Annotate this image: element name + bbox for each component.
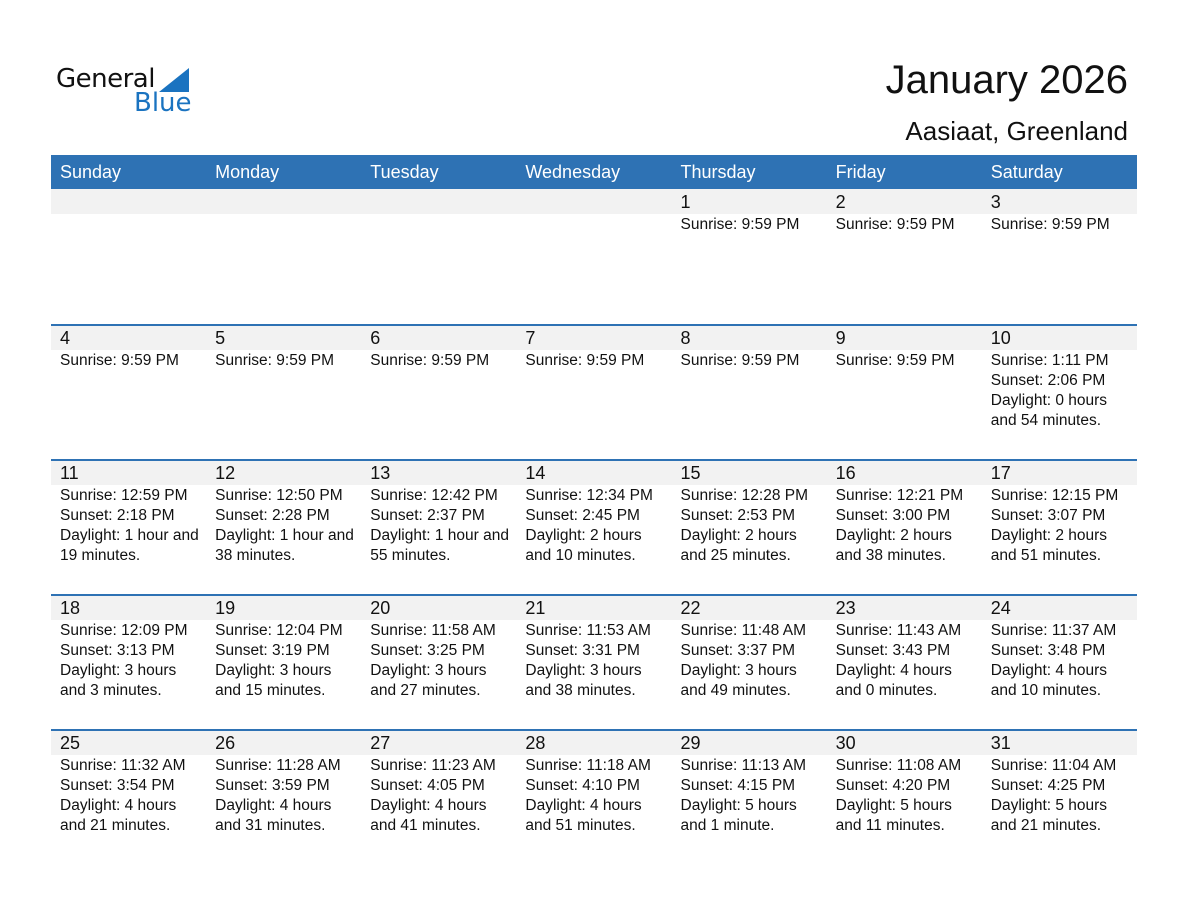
day-number: 21 xyxy=(516,596,671,620)
day-number: 25 xyxy=(51,731,206,755)
day-number: 28 xyxy=(516,731,671,755)
week-row xyxy=(51,594,1137,729)
sun-info-line: Sunset: 3:37 PM xyxy=(680,642,796,659)
weekday-header-wednesday: Wednesday xyxy=(525,162,621,182)
calendar-weeks xyxy=(51,189,1137,864)
sun-info-line: Daylight: 5 hours xyxy=(990,797,1108,814)
day-cell xyxy=(206,326,361,459)
week-row xyxy=(51,729,1137,864)
sun-info-line: Sunrise: 9:59 PM xyxy=(215,352,335,369)
day-cell xyxy=(672,326,827,459)
day-cell xyxy=(982,731,1137,864)
day-cell xyxy=(982,189,1137,324)
weekday-header-thursday: Thursday xyxy=(680,162,756,182)
sun-info-line: and 21 minutes. xyxy=(990,817,1102,834)
day-cell xyxy=(827,326,982,459)
day-number: 19 xyxy=(206,596,361,620)
day-number: 12 xyxy=(206,461,361,485)
week-row xyxy=(51,459,1137,594)
sun-info-line: Sunrise: 9:59 PM xyxy=(835,352,955,369)
day-number: 30 xyxy=(827,731,982,755)
sun-info-line: Sunset: 2:53 PM xyxy=(680,507,796,524)
weekday-header-saturday: Saturday xyxy=(990,162,1063,182)
sun-info-line: and 25 minutes. xyxy=(680,547,791,564)
sun-info-line: Sunset: 3:19 PM xyxy=(215,642,330,659)
day-cell xyxy=(672,189,827,324)
day-cell xyxy=(516,596,671,729)
day-number: 13 xyxy=(361,461,516,485)
sun-info-line: Daylight: 5 hours xyxy=(835,797,952,814)
week-row xyxy=(51,324,1137,459)
sun-info-line: Sunset: 3:31 PM xyxy=(525,642,640,659)
day-cell xyxy=(206,189,361,324)
sun-info-line: Sunrise: 12:59 PM xyxy=(60,487,188,504)
day-number: 24 xyxy=(982,596,1137,620)
day-number: 17 xyxy=(982,461,1137,485)
sun-info-line: Daylight: 3 hours xyxy=(680,662,797,679)
day-number: 8 xyxy=(672,326,827,350)
sun-info-line: 19 minutes. xyxy=(60,547,141,564)
sun-info-line: and 27 minutes. xyxy=(370,682,481,699)
sun-info-line: Sunrise: 12:34 PM xyxy=(525,487,653,504)
logo-text-blue: Blue xyxy=(134,88,192,118)
sun-info-line: Sunrise: 12:28 PM xyxy=(680,487,809,504)
sun-info-line: Sunset: 2:18 PM xyxy=(60,507,175,524)
sun-info-line: Sunrise: 9:59 PM xyxy=(680,352,800,369)
location-subtitle: Aasiaat, Greenland xyxy=(905,116,1128,146)
sun-info-line: Daylight: 1 hour and xyxy=(370,527,509,544)
day-number: 23 xyxy=(827,596,982,620)
sun-info-line: Sunrise: 11:32 AM xyxy=(60,757,186,774)
sun-info-line: Sunset: 3:13 PM xyxy=(60,642,175,659)
sun-info-line: Sunrise: 12:21 PM xyxy=(835,487,964,504)
day-cell xyxy=(361,731,516,864)
day-number: 1 xyxy=(672,189,827,214)
day-cell xyxy=(51,596,206,729)
sun-info-line: and 51 minutes. xyxy=(990,547,1102,564)
day-cell xyxy=(672,461,827,594)
sun-info-line: and 54 minutes. xyxy=(990,412,1102,429)
sun-info-line: Sunrise: 11:18 AM xyxy=(525,757,651,774)
weekday-header-tuesday: Tuesday xyxy=(370,162,439,182)
day-cell xyxy=(361,326,516,459)
sun-info-line: and 31 minutes. xyxy=(215,817,326,834)
sun-info-line: Daylight: 4 hours xyxy=(525,797,642,814)
day-cell xyxy=(206,461,361,594)
sun-info-line: Sunset: 4:10 PM xyxy=(525,777,640,794)
day-number: 7 xyxy=(516,326,671,350)
sun-info-line: and 49 minutes. xyxy=(680,682,791,699)
sun-info-line: Daylight: 2 hours xyxy=(835,527,952,544)
logo-text-general: General xyxy=(56,64,155,94)
calendar-grid xyxy=(51,155,1137,864)
sun-info-line: Sunrise: 11:04 AM xyxy=(990,757,1117,774)
day-cell xyxy=(516,461,671,594)
weekday-header-sunday: Sunday xyxy=(60,162,122,182)
sun-info-line: Sunrise: 9:59 PM xyxy=(370,352,490,369)
sun-info-line: Daylight: 3 hours xyxy=(370,662,487,679)
day-number: 26 xyxy=(206,731,361,755)
sun-info-line: Daylight: 4 hours xyxy=(60,797,177,814)
day-number: 18 xyxy=(51,596,206,620)
day-cell xyxy=(51,461,206,594)
day-number: 2 xyxy=(827,189,982,214)
sun-info-line: Sunset: 2:28 PM xyxy=(215,507,330,524)
sun-info-line: Sunrise: 9:59 PM xyxy=(990,216,1110,233)
sun-info-line: and 10 minutes. xyxy=(990,682,1102,699)
sun-info-line: and 21 minutes. xyxy=(60,817,171,834)
sun-info-line: Daylight: 0 hours xyxy=(990,392,1108,409)
sun-info-line: Sunrise: 11:28 AM xyxy=(215,757,341,774)
weekday-header-friday: Friday xyxy=(835,162,886,182)
sun-info-line: Sunrise: 9:59 PM xyxy=(525,352,645,369)
day-number: 14 xyxy=(516,461,671,485)
day-cell xyxy=(516,731,671,864)
weekday-header-monday: Monday xyxy=(215,162,280,182)
day-number: 9 xyxy=(827,326,982,350)
day-cell xyxy=(51,326,206,459)
sun-info-line: Daylight: 2 hours xyxy=(680,527,797,544)
sun-info-line: and 38 minutes. xyxy=(835,547,946,564)
sun-info-line: and 3 minutes. xyxy=(60,682,162,699)
sun-info-line: Daylight: 4 hours xyxy=(990,662,1108,679)
sun-info-line: Sunrise: 11:37 AM xyxy=(990,622,1117,639)
sun-info-line: Sunset: 3:07 PM xyxy=(990,507,1106,524)
sun-info-line: Sunrise: 9:59 PM xyxy=(680,216,800,233)
sun-info-line: Daylight: 3 hours xyxy=(525,662,642,679)
sun-info-line: Sunrise: 11:43 AM xyxy=(835,622,962,639)
day-number: 29 xyxy=(672,731,827,755)
day-number: 16 xyxy=(827,461,982,485)
sun-info-line: Sunset: 2:37 PM xyxy=(370,507,485,524)
day-number: 22 xyxy=(672,596,827,620)
sun-info-line: and 38 minutes. xyxy=(525,682,636,699)
sun-info-line: Sunset: 3:59 PM xyxy=(215,777,330,794)
sun-info-line: Daylight: 1 hour and xyxy=(215,527,354,544)
sun-info-line: Sunrise: 11:48 AM xyxy=(680,622,807,639)
sun-info-line: and 10 minutes. xyxy=(525,547,636,564)
sun-info-line: and 15 minutes. xyxy=(215,682,326,699)
sun-info-line: Sunrise: 12:50 PM xyxy=(215,487,343,504)
sun-info-line: Sunset: 2:06 PM xyxy=(990,372,1106,389)
sun-info-line: Sunset: 4:25 PM xyxy=(990,777,1106,794)
sun-info-line: Sunrise: 9:59 PM xyxy=(835,216,955,233)
day-number: 4 xyxy=(51,326,206,350)
sun-info-line: Daylight: 3 hours xyxy=(60,662,177,679)
sun-info-line: Sunset: 3:54 PM xyxy=(60,777,175,794)
day-cell xyxy=(827,461,982,594)
day-number: 20 xyxy=(361,596,516,620)
day-cell xyxy=(206,731,361,864)
day-number xyxy=(206,189,361,214)
sun-info-line: Sunrise: 12:15 PM xyxy=(990,487,1119,504)
sun-info-line: Daylight: 4 hours xyxy=(215,797,332,814)
day-number: 6 xyxy=(361,326,516,350)
day-cell xyxy=(51,731,206,864)
sun-info-line: and 41 minutes. xyxy=(370,817,481,834)
sun-info-line: Daylight: 3 hours xyxy=(215,662,332,679)
week-row xyxy=(51,189,1137,324)
sun-info-line: Sunrise: 11:08 AM xyxy=(835,757,962,774)
page-title: January 2026 xyxy=(885,58,1128,102)
day-cell xyxy=(827,189,982,324)
day-number: 10 xyxy=(982,326,1137,350)
sun-info-line: Sunrise: 1:11 PM xyxy=(990,352,1109,369)
sun-info-line: Sunset: 4:05 PM xyxy=(370,777,485,794)
sun-info-line: Sunrise: 12:42 PM xyxy=(370,487,498,504)
day-number xyxy=(361,189,516,214)
sun-info-line: Sunrise: 11:13 AM xyxy=(680,757,807,774)
sun-info-line: Sunrise: 11:58 AM xyxy=(370,622,496,639)
sun-info-line: Sunrise: 9:59 PM xyxy=(60,352,179,369)
sun-info-line: Sunrise: 11:53 AM xyxy=(525,622,651,639)
sun-info-line: Sunrise: 11:23 AM xyxy=(370,757,496,774)
sun-info-line: Daylight: 5 hours xyxy=(680,797,797,814)
sun-info-line: Daylight: 2 hours xyxy=(990,527,1108,544)
day-number xyxy=(516,189,671,214)
day-cell xyxy=(206,596,361,729)
sun-info-line: and 11 minutes. xyxy=(835,817,945,834)
weekday-header-row xyxy=(51,155,1137,189)
sun-info-line: and 1 minute. xyxy=(680,817,775,834)
day-cell xyxy=(982,596,1137,729)
day-number xyxy=(51,189,206,214)
day-cell xyxy=(827,731,982,864)
sun-info-line: Sunset: 4:20 PM xyxy=(835,777,951,794)
day-number: 27 xyxy=(361,731,516,755)
sun-info-line: Sunrise: 12:04 PM xyxy=(215,622,343,639)
sun-info-line: Sunset: 3:43 PM xyxy=(835,642,951,659)
day-number: 31 xyxy=(982,731,1137,755)
sun-info-line: Daylight: 1 hour and xyxy=(60,527,199,544)
sun-info-line: Daylight: 4 hours xyxy=(370,797,487,814)
day-cell xyxy=(361,596,516,729)
sun-info-line: 55 minutes. xyxy=(370,547,451,564)
day-cell xyxy=(982,461,1137,594)
sun-info-line: Sunset: 3:00 PM xyxy=(835,507,951,524)
day-cell xyxy=(827,596,982,729)
day-number: 15 xyxy=(672,461,827,485)
day-cell xyxy=(982,326,1137,459)
day-cell xyxy=(672,596,827,729)
day-cell xyxy=(516,326,671,459)
day-number: 5 xyxy=(206,326,361,350)
sun-info-line: 38 minutes. xyxy=(215,547,296,564)
sun-info-line: and 51 minutes. xyxy=(525,817,636,834)
day-cell xyxy=(361,189,516,324)
sun-info-line: Sunset: 3:25 PM xyxy=(370,642,485,659)
day-cell xyxy=(516,189,671,324)
day-cell xyxy=(361,461,516,594)
sun-info-line: Daylight: 4 hours xyxy=(835,662,952,679)
sun-info-line: Sunset: 4:15 PM xyxy=(680,777,796,794)
sun-info-line: Sunset: 3:48 PM xyxy=(990,642,1106,659)
sun-info-line: Sunrise: 12:09 PM xyxy=(60,622,188,639)
day-cell xyxy=(51,189,206,324)
sun-info-line: Sunset: 2:45 PM xyxy=(525,507,640,524)
day-cell xyxy=(672,731,827,864)
sun-info-line: Daylight: 2 hours xyxy=(525,527,642,544)
day-number: 11 xyxy=(51,461,206,485)
sun-info-line: and 0 minutes. xyxy=(835,682,938,699)
day-number: 3 xyxy=(982,189,1137,214)
